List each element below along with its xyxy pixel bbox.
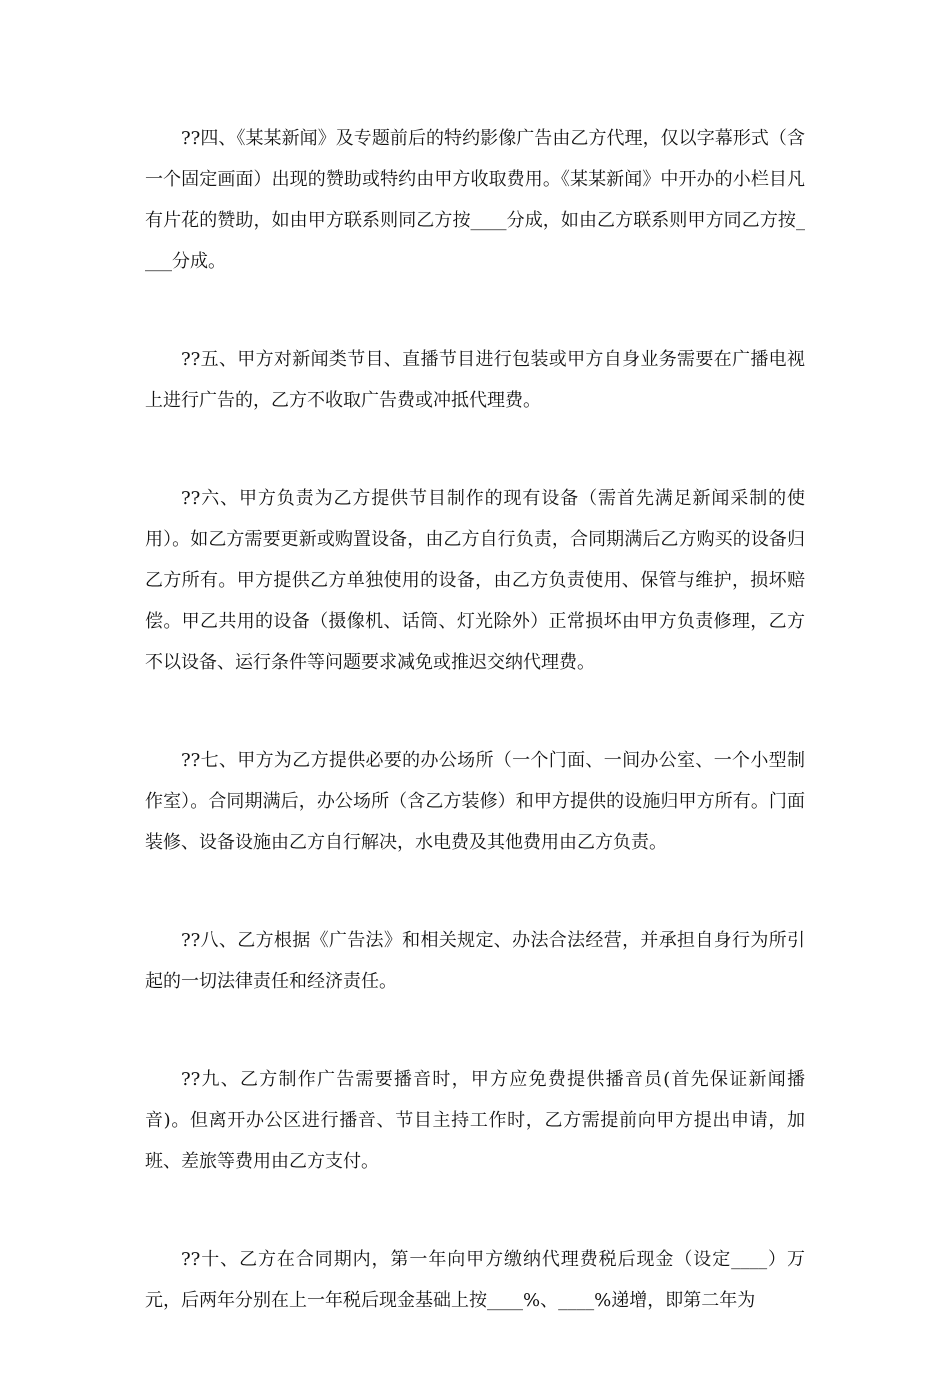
clause-6-paragraph: ??六、甲方负责为乙方提供节目制作的现有设备（需首先满足新闻采制的使用）。如乙方需要更新或购置设备，由乙方自行负责，合同期满后乙方购买的设备归乙方所有。甲方提供乙方单独使用的设备，由乙方负责使用、保管与维护，损坏赔偿。甲乙共用的设备（摄像机、话筒、灯光除外）正常损坏由甲方负责修理，乙方不以设备、运行条件等问题要求减免或推迟交纳代理费。	[145, 488, 805, 673]
clause-4-paragraph: ??四、《某某新闻》及专题前后的特约影像广告由乙方代理，仅以字幕形式（含一个固定画面）出现的赞助或特约由甲方收取费用。《某某新闻》中开办的小栏目凡有片花的赞助，如由甲方联系则同乙方按____分成，如由乙方联系则甲方同乙方按____分成。	[145, 128, 805, 272]
document-body	[145, 118, 805, 1378]
clause-9-paragraph: ??九、乙方制作广告需要播音时，甲方应免费提供播音员(首先保证新闻播音)。但离开办公区进行播音、节目主持工作时，乙方需提前向甲方提出申请，加班、差旅等费用由乙方支付。	[145, 1069, 805, 1172]
clause-10-paragraph: ??十、乙方在合同期内，第一年向甲方缴纳代理费税后现金（设定____）万元，后两年分别在上一年税后现金基础上按____%、____%递增，即第二年为	[145, 1249, 805, 1311]
clause-7-paragraph: ??七、甲方为乙方提供必要的办公场所（一个门面、一间办公室、一个小型制作室）。合同期满后，办公场所（含乙方装修）和甲方提供的设施归甲方所有。门面装修、设备设施由乙方自行解决，水电费及其他费用由乙方负责。	[145, 750, 805, 853]
clause-8-paragraph: ??八、乙方根据《广告法》和相关规定、办法合法经营，并承担自身行为所引起的一切法律责任和经济责任。	[145, 930, 805, 992]
clause-5-paragraph: ??五、甲方对新闻类节目、直播节目进行包装或甲方自身业务需要在广播电视上进行广告的，乙方不收取广告费或冲抵代理费。	[145, 349, 805, 411]
